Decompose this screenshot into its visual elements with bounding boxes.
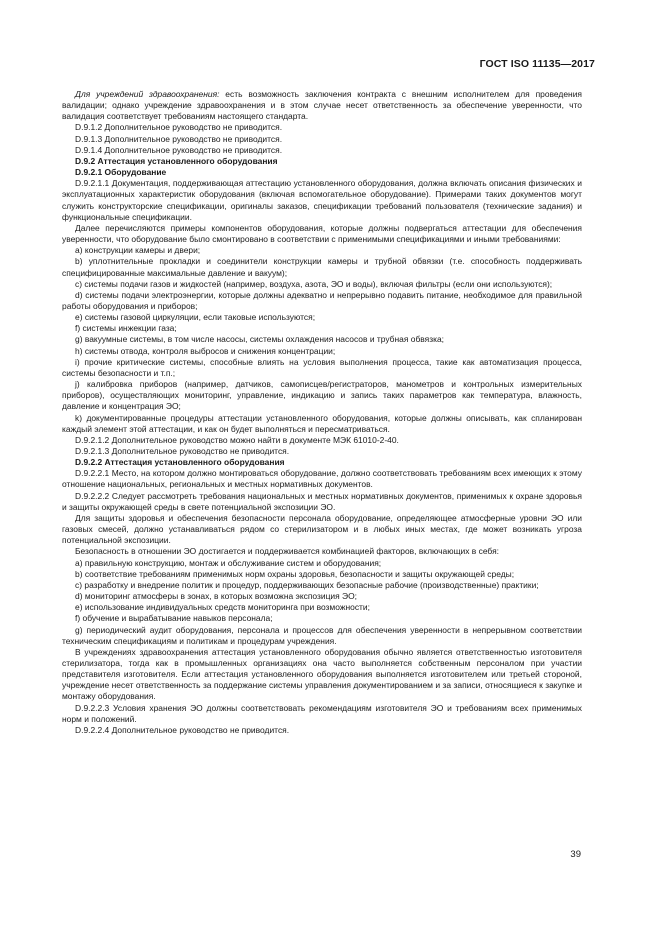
list-item-h: h) системы отвода, контроля выбросов и снижения концентрации; — [75, 345, 336, 356]
document-standard-code: ГОСТ ISO 11135—2017 — [479, 58, 595, 70]
list-item-d: d) системы подачи электроэнергии, которые должны адекватно и непрерывно подавить питание, необходимое для правильной работы оборудования и приборов; — [62, 289, 582, 311]
list-item-j: j) калибровка приборов (например, датчиков, самописцев/регистраторов, манометров и контрольных измерительных приборов), осуществляющих мониторинг, управление, индикацию и запись таких параметров как температура, влажность, давление и концентрация ЭО; — [62, 379, 582, 412]
page-number: 39 — [570, 849, 581, 860]
list-item-i: i) прочие критические системы, способные влиять на условия выполнения процесса, такие как автоматизация процесса, системы безопасности и т.п.; — [62, 356, 582, 378]
paragraph-healthcare-validation — [62, 89, 582, 122]
clause-d-9-2-1-3: D.9.2.1.3 Дополнительное руководство не приводится. — [75, 446, 290, 456]
clause-d-9-2-2-1: D.9.2.2.1 Место, на котором должно монтироваться оборудование, должно соответствовать требованиям всех имеющих к этому отношение национальных, региональных и местных нормативных документов. — [62, 468, 582, 490]
list-item-g: g) вакуумные системы, в том числе насосы, системы охлаждения насосов и трубная обвязка; — [75, 334, 445, 345]
clause-d-9-2-2-3: D.9.2.2.3 Условия хранения ЭО должны соответствовать рекомендациям изготовителя ЭО и требованиям всех применимых норм и положений. — [62, 702, 582, 724]
clause-d-9-1-4: D.9.1.4 Дополнительное руководство не приводится. — [75, 144, 283, 155]
list-item-c: c) системы подачи газов и жидкостей (например, воздуха, азота, ЭО и воды), включая фильтры (если они используются); — [75, 278, 553, 289]
clause-d-9-2-2-4: D.9.2.2.4 Дополнительное руководство не приводится. — [75, 724, 290, 735]
list-item-f: f) системы инжекции газа; — [75, 323, 177, 334]
factor-item-d: d) мониторинг атмосферы в зонах, в которых возможна экспозиция ЭО; — [75, 591, 358, 602]
list-item-e: e) системы газовой циркуляции, если таковые используются; — [75, 312, 316, 323]
factor-item-a: a) правильную конструкцию, монтаж и обслуживание систем и оборудования; — [75, 557, 382, 568]
list-item-a: a) конструкции камеры и двери; — [75, 245, 201, 256]
list-item-k: k) документированные процедуры аттестации установленного оборудования, которые должны описывать, как спланирован каждый элемент этой аттестации, и как он будет выполняться и пересматриваться. — [62, 412, 582, 434]
clause-d-9-1-2: D.9.1.2 Дополнительное руководство не приводится. — [75, 122, 283, 133]
factor-item-c: c) разработку и внедрение политик и процедур, поддерживающих безопасные рабочие (производственные) практики; — [75, 579, 539, 590]
paragraph-health-protection: Для защиты здоровья и обеспечения безопасности персонала оборудование, определяющее атмосферные уровни ЭО или газовых смесей, должно устанавливаться рядом со стерилизатором и в любых иных местах, где может возникать угроза потенциальной экспозиции. — [62, 512, 582, 546]
paragraph-text: есть возможность заключения контракта с внешним исполнителем для проведения валидации; однако учреждение здравоохранения и в этом случае несет ответственность за обеспечение уверенности, что валидация соответствует требованиям настоящего стандарта. — [62, 89, 582, 122]
section-heading-d-9-2-2: D.9.2.2 Аттестация установленного оборудования — [75, 457, 285, 468]
list-item-b: b) уплотнительные прокладки и соединители конструкции камеры и трубной обвязки (т.е. способность поддерживать специфицированные максимальные давление и вакуум); — [62, 256, 582, 278]
section-heading-d-9-2-1: D.9.2.1 Оборудование — [75, 167, 167, 178]
section-heading-d-9-2: D.9.2 Аттестация установленного оборудования — [75, 155, 278, 166]
clause-d-9-2-1-1: D.9.2.1.1 Документация, поддерживающая аттестацию установленного оборудования, должна включать описания физических и эксплуатационных характеристик оборудования (включая вспомогательное оборудование). Примерами таких документов могут служить конструкторские спецификации, оригиналы заказов, спецификации требований пользователя (технические задания) и функциональные спецификации. — [62, 178, 582, 222]
clause-d-9-1-3: D.9.1.3 Дополнительное руководство не приводится. — [75, 133, 283, 144]
paragraph-lead-italic: Для учреждений здравоохранения: — [75, 89, 220, 99]
factor-item-e: e) использование индивидуальных средств мониторинга при возможности; — [75, 602, 370, 613]
clause-d-9-2-2-2: D.9.2.2.2 Следует рассмотреть требования национальных и местных нормативных документов, применимых к охране здоровья и защиты окружающей среды в свете потенциальной экспозиции ЭО. — [62, 490, 582, 512]
factor-item-b: b) соответствие требованиям применимых норм охраны здоровья, безопасности и защиты окружающей среды; — [75, 568, 515, 579]
paragraph-component-examples: Далее перечисляются примеры компонентов оборудования, которые должны подвергаться аттестации для обеспечения уверенности, что оборудование было смонтировано в соответствии с применимыми спецификациями и иными требованиями: — [62, 222, 582, 245]
document-body — [62, 89, 582, 736]
factor-item-g: g) периодический аудит оборудования, персонала и процессов для обеспечения уверенности в непрерывном соответствии техническим спецификациям и политикам и процедурам учреждения. — [62, 624, 582, 646]
clause-d-9-2-1-2: D.9.2.1.2 Дополнительное руководство можно найти в документе МЭК 61010-2-40. — [75, 434, 399, 445]
factor-item-f: f) обучение и вырабатывание навыков персонала; — [75, 613, 273, 624]
paragraph-healthcare-installation: В учреждениях здравоохранения аттестация установленного оборудования обычно является ответственностью изготовителя стерилизатора, тогда как в промышленных организациях она часто выполняется собственным персоналом при участии представителя изготовителя. Если аттестация установленного оборудования выполняется изготовителем или третьей стороной, учреждение несет ответственность за поддержание системы управления документированием и за записи, относящиеся к закупке и монтажу оборудования. — [62, 646, 582, 702]
paragraph-safety-factors: Безопасность в отношении ЭО достигается и поддерживается комбинацией факторов, включающих в себя: — [75, 546, 499, 557]
